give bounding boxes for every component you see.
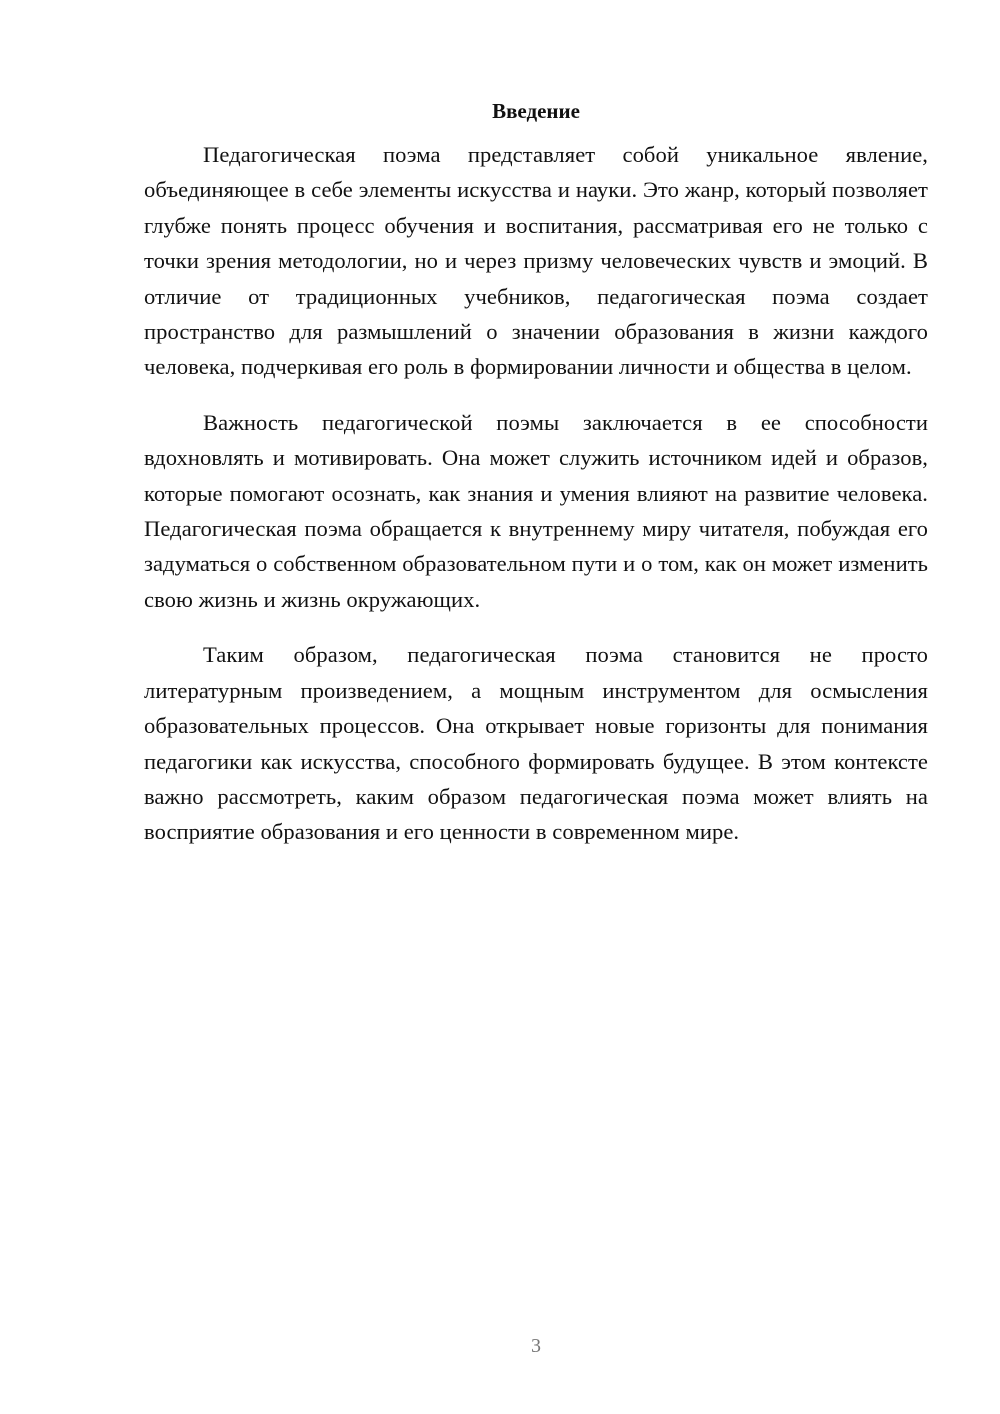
paragraph: Таким образом, педагогическая поэма становится не просто литературным произведением, а мощным инструментом для осмысления образовательных процессов. Она открывает новые горизонты для понимания педагогики как искусства, способного формировать будущее. В этом контексте важно рассмотреть, каким образом педагогическая поэма может влиять на восприятие образования и его ценности в современном мире. <box>144 642 928 845</box>
section-title: Введение <box>492 99 580 123</box>
page-number: 3 <box>531 1335 541 1357</box>
paragraph: Педагогическая поэма представляет собой уникальное явление, объединяющее в себе элементы искусства и науки. Это жанр, который позволяет глубже понять процесс обучения и воспитания, рассматривая его не только с точки зрения методологии, но и через призму человеческих чувств и эмоций. В отличие от традиционных учебников, педагогическая поэма создает пространство для размышлений о значении образования в жизни каждого человека, подчеркивая его роль в формировании личности и общества в целом. <box>144 142 928 380</box>
paragraph: Важность педагогической поэмы заключается в ее способности вдохновлять и мотивировать. Она может служить источником идей и образов, которые помогают осознать, как знания и умения влияют на развитие человека. Педагогическая поэма обращается к внутреннему миру читателя, побуждая его задуматься о собственном образовательном пути и о том, как он может изменить свою жизнь и жизнь окружающих. <box>144 409 928 612</box>
page-content <box>144 95 928 870</box>
